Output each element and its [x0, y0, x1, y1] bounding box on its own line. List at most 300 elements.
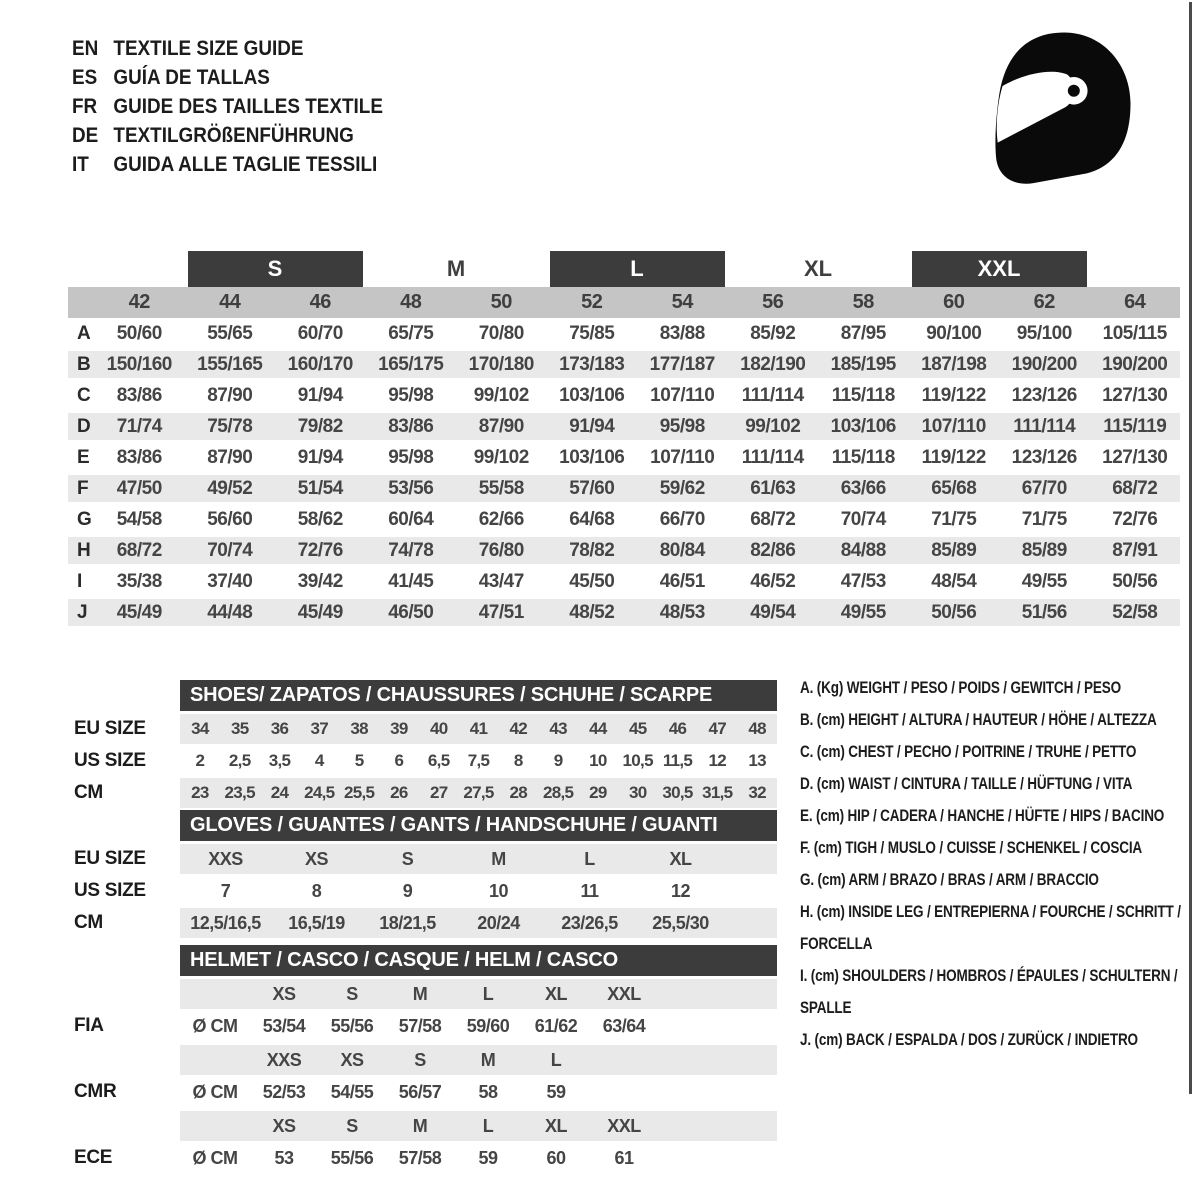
- size-cell: 28,5: [542, 783, 574, 802]
- table-cell: 37/40: [207, 570, 253, 592]
- table-cell: 45/49: [297, 601, 343, 623]
- row-band: [180, 876, 777, 906]
- table-cell: 87/90: [207, 384, 253, 406]
- size-cell: 6: [394, 751, 404, 770]
- table-cell: 56/60: [207, 508, 253, 530]
- size-cell: 12: [670, 880, 691, 901]
- size-cell: XXL: [607, 983, 641, 1004]
- row-label: [68, 1111, 180, 1141]
- table-cell: 83/86: [116, 446, 162, 468]
- table-cell: 155/165: [197, 353, 263, 375]
- size-cell: 20/24: [477, 912, 520, 933]
- row-label: US SIZE: [74, 880, 146, 901]
- row-label: CM: [74, 912, 103, 933]
- size-cell: S: [401, 848, 414, 869]
- table-cell: 46/52: [750, 570, 796, 592]
- table-cell: 177/187: [649, 353, 715, 375]
- table-cell: 43/47: [478, 570, 524, 592]
- size-number: 60: [943, 291, 965, 313]
- size-cell: 24,5: [304, 783, 335, 802]
- unit-cell: Ø CM: [192, 1147, 238, 1168]
- size-cell: 55/56: [330, 1147, 374, 1168]
- row-letter: F: [77, 477, 89, 499]
- helmet-groups: [68, 979, 780, 1173]
- shoes-section-title: SHOES/ ZAPATOS / CHAUSSURES / SCHUHE / SCARPE: [180, 680, 777, 711]
- page-edge-line: [1189, 2, 1192, 1094]
- size-cell: 38: [350, 719, 368, 738]
- table-cell: 87/90: [478, 415, 524, 437]
- table-cell: 50/56: [1112, 570, 1158, 592]
- table-cell: 65/68: [931, 477, 977, 499]
- language-code: IT: [72, 152, 89, 176]
- unit-cell: [180, 1111, 250, 1141]
- size-cell: XS: [340, 1049, 364, 1070]
- size-cell: 8: [311, 880, 322, 901]
- table-cell: 95/100: [1016, 322, 1072, 344]
- row-band: [180, 908, 777, 938]
- size-cell: 45: [628, 719, 647, 738]
- table-cell: 39/42: [297, 570, 343, 592]
- size-cell: 44: [589, 719, 607, 738]
- table-cell: 95/98: [388, 384, 434, 406]
- row-band: [180, 1111, 777, 1141]
- helmet-sizes-row: [68, 1111, 780, 1141]
- size-cell: 54/55: [330, 1081, 374, 1102]
- size-row: [68, 778, 780, 808]
- size-cell: 43: [549, 719, 567, 738]
- table-cell: 160/170: [287, 353, 353, 375]
- table-cell: 187/198: [921, 353, 987, 375]
- table-cell: 87/90: [207, 446, 253, 468]
- table-cell: 119/122: [921, 446, 986, 468]
- helmet-values-row: [68, 1011, 780, 1041]
- table-cell: 51/56: [1021, 601, 1067, 623]
- row-letter: D: [77, 415, 91, 437]
- table-cell: 75/78: [207, 415, 253, 437]
- size-cell: 16,5/19: [288, 912, 345, 933]
- table-cell: 103/106: [830, 415, 896, 437]
- legend-item: H. (cm) INSIDE LEG / ENTREPIERNA / FOURCHE / SCHRITT / FORCELLA: [800, 903, 1181, 953]
- size-cell: 3,5: [268, 751, 291, 770]
- language-item: [72, 34, 383, 63]
- row-label: US SIZE: [74, 750, 146, 771]
- size-number: 54: [671, 291, 693, 313]
- table-cell: 59/62: [659, 477, 705, 499]
- table-cell: 90/100: [926, 322, 982, 344]
- language-code: FR: [72, 94, 98, 118]
- row-band: [180, 714, 777, 744]
- table-cell: 55/58: [478, 477, 524, 499]
- row-band: [180, 979, 777, 1009]
- size-cell: 36: [270, 719, 289, 738]
- size-cell: 55/56: [330, 1015, 374, 1036]
- table-cell: 48/52: [569, 601, 615, 623]
- size-cell: 30: [628, 783, 647, 802]
- size-label-xl: XL: [803, 256, 833, 281]
- size-row: [68, 746, 780, 776]
- table-row: [68, 318, 1180, 349]
- size-cell: 23,5: [224, 783, 255, 802]
- size-cell: 35: [230, 719, 249, 738]
- table-cell: 82/86: [750, 539, 796, 561]
- gloves-section: [68, 810, 780, 940]
- table-cell: 55/65: [207, 322, 253, 344]
- table-cell: 91/94: [297, 384, 343, 406]
- table-cell: 190/200: [1102, 353, 1168, 375]
- size-cell: 47: [708, 719, 727, 738]
- table-cell: 71/75: [1021, 508, 1067, 530]
- size-cell: XL: [669, 848, 692, 869]
- size-cell: 41: [469, 719, 488, 738]
- size-cell: L: [482, 983, 494, 1004]
- size-cell: 27,5: [463, 783, 494, 802]
- table-cell: 51/54: [297, 477, 343, 499]
- size-cell: 59: [546, 1081, 566, 1102]
- table-cell: 115/118: [831, 446, 895, 468]
- table-row: [68, 566, 1180, 597]
- size-cell: 29: [589, 783, 607, 802]
- size-cell: 32: [748, 783, 766, 802]
- table-cell: 70/74: [207, 539, 253, 561]
- table-cell: 115/119: [1103, 415, 1167, 437]
- size-cell: 10: [589, 751, 607, 770]
- table-cell: 182/190: [740, 353, 806, 375]
- language-label: GUIDA ALLE TAGLIE TESSILI: [113, 152, 378, 176]
- helmet-standard-cmr: [68, 1045, 780, 1107]
- helmet-sizes-row: [68, 1045, 780, 1075]
- table-cell: 68/72: [116, 539, 162, 561]
- language-label: GUIDE DES TAILLES TEXTILE: [113, 94, 383, 118]
- language-item: [72, 150, 383, 179]
- size-cell: 52/53: [262, 1081, 306, 1102]
- table-cell: 65/75: [388, 322, 434, 344]
- size-cell: 13: [748, 751, 766, 770]
- table-cell: 52/58: [1112, 601, 1158, 623]
- unit-cell: [180, 1045, 250, 1075]
- shoes-section: [68, 680, 780, 810]
- size-cell: XL: [544, 1115, 567, 1136]
- unit-cell: Ø CM: [192, 1081, 238, 1102]
- table-cell: 72/76: [1112, 508, 1158, 530]
- table-cell: 50/60: [116, 322, 162, 344]
- table-cell: 47/51: [478, 601, 524, 623]
- row-label: [68, 979, 180, 1009]
- table-cell: 71/74: [116, 415, 162, 437]
- size-cell: S: [346, 983, 358, 1004]
- size-cell: 63/64: [602, 1015, 646, 1036]
- table-cell: 105/115: [1102, 322, 1167, 344]
- row-letter: G: [77, 508, 92, 530]
- table-cell: 63/66: [840, 477, 886, 499]
- table-cell: 99/102: [473, 446, 529, 468]
- table-cell: 50/56: [931, 601, 977, 623]
- row-band: [180, 1045, 777, 1075]
- table-cell: 119/122: [921, 384, 986, 406]
- language-label: TEXTILE SIZE GUIDE: [113, 36, 304, 60]
- table-cell: 45/49: [116, 601, 162, 623]
- table-cell: 70/80: [478, 322, 524, 344]
- size-cell: 34: [191, 719, 209, 738]
- table-cell: 41/45: [388, 570, 434, 592]
- row-letter: A: [77, 322, 91, 344]
- table-cell: 68/72: [750, 508, 796, 530]
- table-cell: 75/85: [569, 322, 615, 344]
- row-letter: H: [77, 539, 91, 561]
- table-cell: 68/72: [1112, 477, 1158, 499]
- table-cell: 49/55: [1021, 570, 1067, 592]
- size-cell: 7,5: [467, 751, 490, 770]
- table-cell: 115/118: [831, 384, 895, 406]
- table-row: [68, 473, 1180, 504]
- language-code: EN: [72, 36, 99, 60]
- table-cell: 80/84: [659, 539, 705, 561]
- size-cell: 48: [748, 719, 766, 738]
- size-cell: 40: [429, 719, 448, 738]
- table-cell: 54/58: [116, 508, 162, 530]
- size-cell: 28: [509, 783, 528, 802]
- table-cell: 107/110: [650, 384, 715, 406]
- table-cell: 47/53: [840, 570, 886, 592]
- size-cell: 24: [270, 783, 289, 802]
- size-cell: 56/57: [398, 1081, 442, 1102]
- size-cell: 6,5: [427, 751, 450, 770]
- size-cell: 61/62: [534, 1015, 578, 1036]
- row-band: [180, 778, 777, 808]
- gloves-section-title: GLOVES / GUANTES / GANTS / HANDSCHUHE / GUANTI: [180, 810, 777, 841]
- size-cell: 26: [390, 783, 408, 802]
- size-cell: S: [346, 1115, 358, 1136]
- table-cell: 127/130: [1102, 384, 1168, 406]
- legend-item: I. (cm) SHOULDERS / HOMBROS / ÉPAULES / SCHULTERN / SPALLE: [800, 967, 1178, 1017]
- table-cell: 103/106: [559, 384, 625, 406]
- helmet-section-title: HELMET / CASCO / CASQUE / HELM / CASCO: [180, 945, 777, 976]
- table-cell: 47/50: [116, 477, 162, 499]
- language-item: [72, 92, 383, 121]
- helmet-standard-ece: [68, 1111, 780, 1173]
- row-label: EU SIZE: [74, 718, 146, 739]
- size-cell: M: [412, 983, 428, 1004]
- size-cell: 25,5/30: [652, 912, 709, 933]
- table-cell: 48/54: [931, 570, 977, 592]
- table-cell: 57/60: [569, 477, 615, 499]
- size-cell: 7: [220, 880, 231, 901]
- table-cell: 87/91: [1112, 539, 1158, 561]
- size-row: [68, 876, 780, 906]
- legend-item: C. (cm) CHEST / PECHO / POITRINE / TRUHE / PETTO: [800, 743, 1137, 761]
- size-cell: XL: [544, 983, 567, 1004]
- table-cell: 103/106: [559, 446, 625, 468]
- size-number: 52: [581, 291, 603, 313]
- helmet-values-row: [68, 1077, 780, 1107]
- size-cell: 57/58: [398, 1147, 442, 1168]
- row-band: [180, 746, 777, 776]
- row-label: [68, 1045, 180, 1075]
- size-number-band: [68, 287, 1180, 318]
- main-size-table: [68, 318, 1180, 628]
- table-row: [68, 349, 1180, 380]
- language-code: ES: [72, 65, 98, 89]
- size-cell: 18/21,5: [379, 912, 436, 933]
- table-cell: 83/86: [116, 384, 162, 406]
- size-cell: 2,5: [228, 751, 251, 770]
- size-cell: XS: [272, 1115, 296, 1136]
- unit-cell: [180, 979, 250, 1009]
- table-cell: 66/70: [659, 508, 705, 530]
- standard-label: FIA: [74, 1015, 104, 1036]
- size-cell: XS: [272, 983, 296, 1004]
- table-cell: 87/95: [840, 322, 886, 344]
- size-cell: M: [412, 1115, 428, 1136]
- size-label-s: S: [188, 251, 363, 287]
- table-cell: 150/160: [106, 353, 172, 375]
- size-row: [68, 714, 780, 744]
- size-cell: 39: [390, 719, 408, 738]
- language-label: GUÍA DE TALLAS: [113, 65, 270, 89]
- size-cell: 23: [191, 783, 209, 802]
- size-cell: 37: [310, 719, 329, 738]
- table-cell: 49/55: [840, 601, 886, 623]
- size-cell: 53: [274, 1147, 294, 1168]
- size-number: 48: [400, 291, 422, 313]
- row-letter: J: [77, 601, 88, 623]
- gloves-rows: [68, 844, 780, 938]
- row-band: [180, 1011, 777, 1041]
- size-label-m: M: [446, 256, 466, 281]
- table-cell: 44/48: [207, 601, 253, 623]
- size-row: [68, 844, 780, 874]
- table-cell: 62/66: [478, 508, 524, 530]
- size-cell: 25,5: [343, 783, 375, 802]
- legend-item: E. (cm) HIP / CADERA / HANCHE / HÜFTE / HIPS / BACINO: [800, 807, 1165, 825]
- shoes-rows: [68, 714, 780, 808]
- size-cell: XXL: [607, 1115, 641, 1136]
- table-cell: 170/180: [468, 353, 534, 375]
- size-number: 58: [852, 291, 874, 313]
- size-cell: 5: [354, 751, 364, 770]
- table-cell: 79/82: [297, 415, 343, 437]
- table-cell: 127/130: [1102, 446, 1168, 468]
- table-cell: 107/110: [921, 415, 986, 437]
- size-cell: 42: [509, 719, 528, 738]
- legend-item: J. (cm) BACK / ESPALDA / DOS / ZURÜCK / INDIETRO: [800, 1031, 1138, 1049]
- helmet-standard-fia: [68, 979, 780, 1041]
- size-cell: 30,5: [662, 783, 693, 802]
- table-cell: 173/183: [559, 353, 625, 375]
- size-cell: 27: [429, 783, 448, 802]
- table-row: [68, 380, 1180, 411]
- table-cell: 84/88: [840, 539, 886, 561]
- row-letter: C: [77, 384, 91, 406]
- table-cell: 61/63: [750, 477, 796, 499]
- legend-item: B. (cm) HEIGHT / ALTURA / HAUTEUR / HÖHE / ALTEZZA: [800, 711, 1157, 729]
- size-cell: 10: [488, 880, 509, 901]
- table-cell: 83/88: [659, 322, 705, 344]
- language-item: [72, 121, 383, 150]
- legend-item: D. (cm) WAIST / CINTURA / TAILLE / HÜFTUNG / VITA: [800, 775, 1133, 793]
- row-band: [180, 1143, 777, 1173]
- helmet-section: [68, 945, 780, 1177]
- table-cell: 111/114: [741, 446, 804, 468]
- table-row: [68, 535, 1180, 566]
- size-cell: S: [414, 1049, 426, 1070]
- size-number: 64: [1124, 291, 1146, 313]
- size-cell: 53/54: [262, 1015, 306, 1036]
- size-cell: 23/26,5: [561, 912, 618, 933]
- table-cell: 185/195: [830, 353, 896, 375]
- size-number: 50: [490, 291, 512, 313]
- language-list: [72, 34, 383, 179]
- size-cell: 59: [478, 1147, 498, 1168]
- row-label: EU SIZE: [74, 848, 146, 869]
- size-cell: M: [491, 848, 506, 869]
- size-cell: 9: [402, 880, 413, 901]
- table-cell: 111/114: [741, 384, 804, 406]
- row-letter: I: [77, 570, 83, 592]
- size-cell: 46: [668, 719, 687, 738]
- size-cell: XXS: [266, 1049, 302, 1070]
- table-cell: 60/70: [297, 322, 343, 344]
- language-label: TEXTILGRÖßENFÜHRUNG: [113, 123, 354, 147]
- table-cell: 72/76: [297, 539, 343, 561]
- language-code: DE: [72, 123, 99, 147]
- table-cell: 70/74: [840, 508, 886, 530]
- table-cell: 123/126: [1011, 446, 1077, 468]
- size-label-xxl: XXL: [912, 251, 1087, 287]
- size-cell: 4: [314, 751, 324, 770]
- table-cell: 49/52: [207, 477, 253, 499]
- size-cell: 2: [195, 751, 205, 770]
- table-cell: 46/50: [388, 601, 434, 623]
- table-cell: 91/94: [297, 446, 343, 468]
- table-cell: 67/70: [1021, 477, 1067, 499]
- size-cell: 60: [546, 1147, 566, 1168]
- helmet-sizes-row: [68, 979, 780, 1009]
- table-cell: 35/38: [116, 570, 162, 592]
- size-cell: L: [550, 1049, 562, 1070]
- table-cell: 58/62: [297, 508, 343, 530]
- size-number: 46: [309, 291, 331, 313]
- table-cell: 74/78: [388, 539, 434, 561]
- size-cell: M: [480, 1049, 496, 1070]
- size-cell: L: [584, 848, 595, 869]
- row-band: [180, 844, 777, 874]
- standard-label: ECE: [74, 1147, 113, 1168]
- table-cell: 60/64: [388, 508, 434, 530]
- row-letter: E: [77, 446, 90, 468]
- table-cell: 91/94: [569, 415, 615, 437]
- size-number: 42: [128, 291, 150, 313]
- size-cell: L: [482, 1115, 494, 1136]
- table-cell: 165/175: [378, 353, 444, 375]
- standard-label: CMR: [74, 1081, 117, 1102]
- table-row: [68, 597, 1180, 628]
- size-cell: 11,5: [662, 751, 693, 770]
- table-row: [68, 442, 1180, 473]
- size-cell: 59/60: [466, 1015, 510, 1036]
- table-cell: 78/82: [569, 539, 615, 561]
- table-cell: 49/54: [750, 601, 796, 623]
- table-cell: 64/68: [569, 508, 615, 530]
- language-item: [72, 63, 383, 92]
- table-cell: 99/102: [745, 415, 801, 437]
- measurement-legend: [800, 672, 1192, 1056]
- table-cell: 85/92: [750, 322, 796, 344]
- size-cell: XS: [304, 848, 328, 869]
- legend-item: A. (Kg) WEIGHT / PESO / POIDS / GEWITCH / PESO: [800, 679, 1121, 697]
- row-letter: B: [77, 353, 91, 375]
- size-cell: XXS: [208, 848, 243, 869]
- table-row: [68, 504, 1180, 535]
